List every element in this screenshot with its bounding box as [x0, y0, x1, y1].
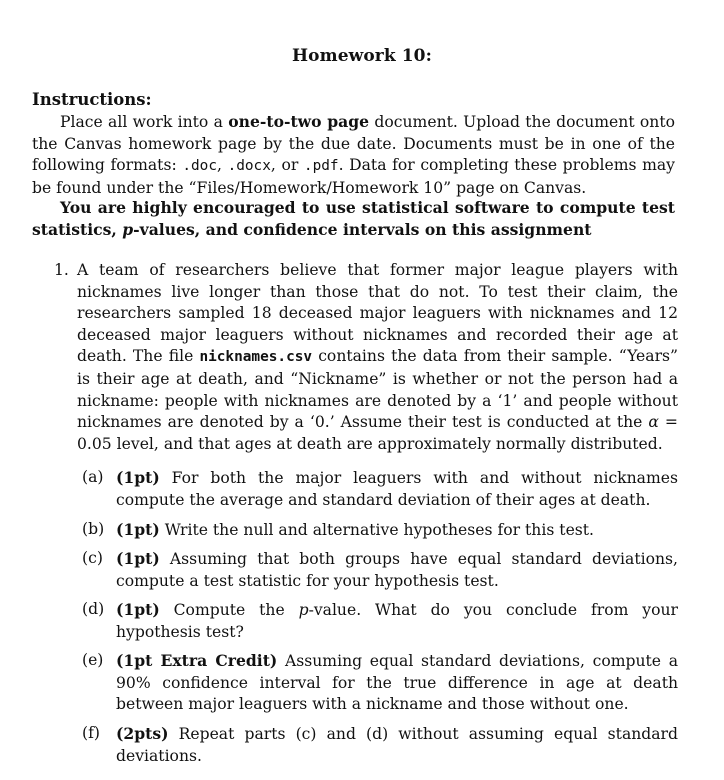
- part-e: [82, 650, 678, 716]
- part-text: For both the major leaguers with and without nicknames compute the average and standard deviation of their ages at death.: [116, 469, 678, 509]
- part-points: (1pt): [116, 520, 160, 539]
- part-label: (a): [82, 468, 104, 486]
- instructions-paragraph: Place all work into a one-to-two page document. Upload the document onto the Canvas homework page by the due date. Documents must be in one of the following formats: .doc, .docx, or .pdf. Data for completing these problems may be found under the “Files/Homework/Homework 10” page on Canvas.: [32, 112, 675, 197]
- part-text: Assuming equal standard deviations, compute a 90% confidence interval for the true difference in age at death between major leaguers with a nickname and those without one.: [116, 652, 678, 714]
- question-text-part: A team of researchers believe that former major league players with nicknames live longer than those that do not. To test their claim, the researchers sampled 18 deceased major leaguers with nicknames and 12 deceased major leaguers without nicknames and recorded their age at death. The file: [77, 261, 678, 366]
- part-points: (1pt): [116, 468, 160, 487]
- part-text: Assuming that both groups have equal standard deviations, compute a test statistic for your hypothesis test.: [116, 550, 678, 590]
- part-b: [82, 519, 678, 542]
- format-pdf: .pdf: [303, 158, 339, 175]
- page-limit: one-to-two page: [228, 112, 370, 131]
- part-label: (e): [82, 651, 104, 669]
- format-doc: .doc: [182, 158, 217, 175]
- software-note-text: -values, and confidence intervals on this assignment: [133, 219, 592, 239]
- instructions-text: Place all work into a: [60, 113, 229, 131]
- question-text-part: = 0.05 level, and that ages at death are approximately normally distributed.: [77, 413, 678, 453]
- part-points: (1pt): [116, 600, 160, 619]
- software-note-text: You are highly encouraged to use statistical software to compute test statistics,: [32, 198, 675, 239]
- part-label: (f): [82, 724, 100, 742]
- page-title: Homework 10:: [292, 46, 432, 66]
- part-c: [82, 548, 678, 592]
- part-points: (2pts): [116, 724, 169, 743]
- part-points: (1pt): [116, 549, 160, 568]
- part-d: [82, 599, 678, 643]
- instructions-text: document. Upload the document onto the Canvas homework page by the due date. Documents must be in one of the following formats:: [32, 113, 675, 175]
- part-text: -value. What do you conclude from your hypothesis test?: [116, 601, 678, 641]
- question-text: [77, 260, 678, 455]
- part-label: (c): [82, 549, 103, 567]
- part-text: Write the null and alternative hypotheses for this test.: [164, 521, 595, 539]
- part-label: (b): [82, 520, 105, 538]
- p-symbol: p: [298, 601, 309, 619]
- question-1: [54, 260, 678, 455]
- question-number: 1.: [54, 261, 69, 279]
- data-file-name: nicknames.csv: [199, 349, 313, 366]
- p-symbol: p: [122, 219, 134, 239]
- question-text-part: contains the data from their sample. “Years” is their age at death, and “Nickname” is whether or not the person had a nickname: people with nicknames are denoted by a ‘1’ and people without nicknames are denoted by a ‘0.’ Assume their test is conducted at the: [77, 347, 678, 432]
- instructions-heading: Instructions:: [32, 90, 152, 109]
- part-f: [82, 723, 678, 767]
- format-docx: .docx: [227, 158, 271, 175]
- part-label: (d): [82, 600, 105, 618]
- part-text: Repeat parts (c) and (d) without assuming equal standard deviations.: [116, 725, 678, 765]
- alpha-symbol: α: [648, 413, 659, 432]
- part-text: Compute the: [173, 601, 299, 619]
- software-note: [32, 197, 675, 240]
- instructions-text: . Data for completing these problems may be found under the “Files/Homework/Homework 10” page on Canvas.: [32, 156, 675, 197]
- part-a: [82, 467, 678, 511]
- part-points: (1pt Extra Credit): [116, 651, 278, 670]
